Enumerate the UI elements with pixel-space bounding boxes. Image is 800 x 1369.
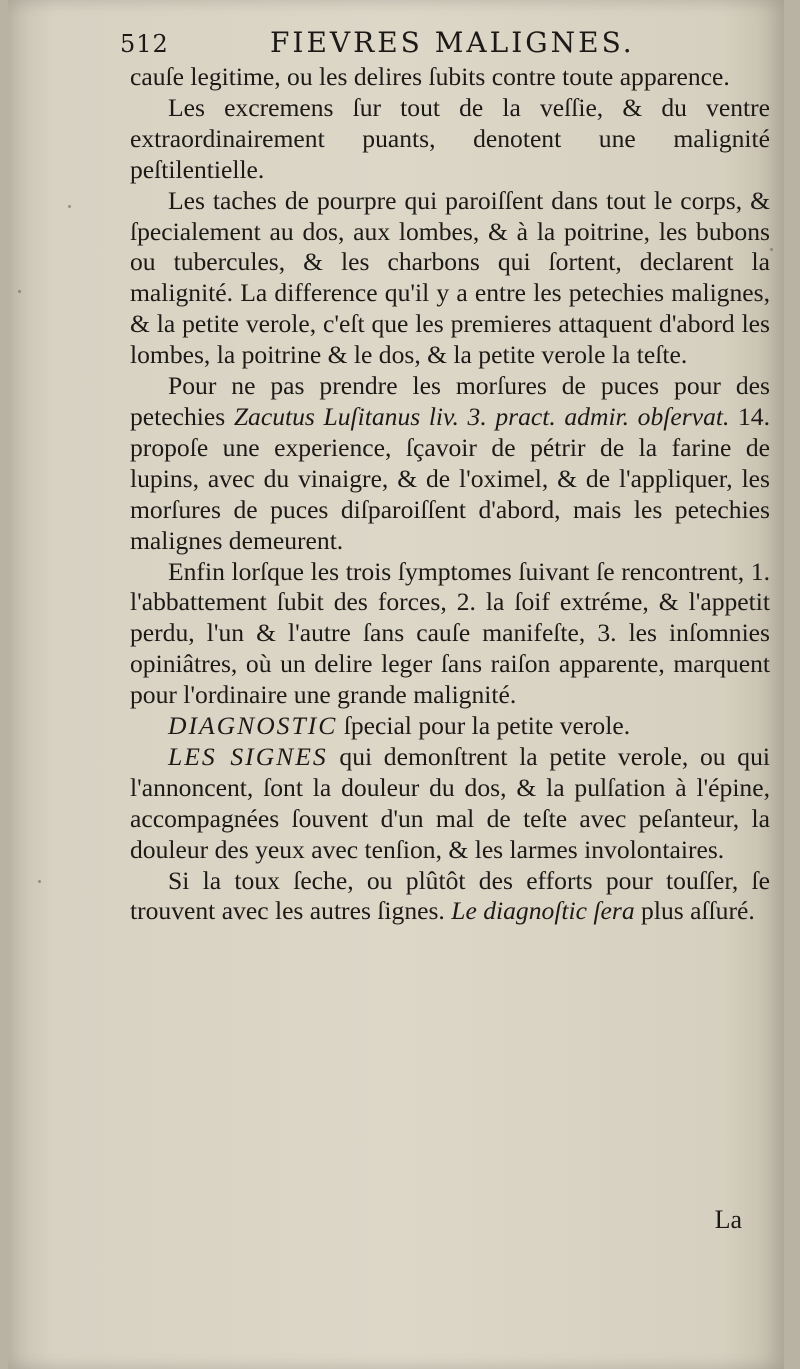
page-number: 512 [120,30,169,58]
paper-speck [38,880,41,883]
body-text [130,62,770,927]
paragraph-5: Enfin lorſque les trois ſymptomes ſuivant ſe rencontrent, 1. l'abbattement ſubit des forces, 2. la ſoif extréme, & l'appetit perdu, l'un & l'autre ſans cauſe manifeſte, 3. les inſomnies opiniâtres, où un delire leger ſans raiſon apparente, marquent pour l'ordinaire une grande malignité. [130,556,770,710]
paragraph-8-after: plus aſſuré. [634,896,755,926]
paragraph-7-rest: qui demonſtrent la petite verole, ou qui l'annoncent, ſont la douleur du dos, & la pulſation à l'épine, accompagnées ſouvent d'un mal de teſte avec peſanteur, la douleur des yeux avec tenſion, & les larmes involontaires. [130,741,770,864]
paragraph-4-after: 14. propoſe une experience, ſçavoir de pétrir de la farine de lupins, avec du vinaigre, & de l'oximel, & de l'appliquer, les morſures de puces diſparoiſſent d'abord, mais les petechies malignes demeurent. [130,401,770,555]
paragraph-8-before: Si la toux ſeche, ou plûtôt des efforts pour touſſer, ſe trouvent avec les autres ſignes. [130,865,770,926]
paragraph-4 [130,371,770,556]
heading-rest: ſpecial pour la petite verole. [337,711,631,741]
paragraph-4-before: Pour ne pas prendre les morſures de puces pour des petechies [130,371,770,431]
paragraph-3: Les taches de pourpre qui paroiſſent dans tout le corps, & ſpecialement au dos, aux lombes, & à la poitrine, les bubons ou tubercules, & les charbons qui ſortent, declarent la malignité. La difference qu'il y a entre les petechies malignes, & la petite verole, c'eſt que les premieres attaquent d'abord les lombes, la poitrine & le dos, & la petite verole la teſte. [130,185,770,370]
paragraph-1: cauſe legitime, ou les delires ſubits contre toute apparence. [130,62,730,91]
citation: Zacutus Luſitanus liv. 3. pract. admir. obſervat. [233,401,730,431]
paragraph-2: Les excremens ſur tout de la veſſie, & du ventre extraordinairement puants, denotent une malignité peſtilentielle. [130,92,770,184]
running-title: FIEVRES MALIGNES. [270,26,635,59]
page-header [120,26,720,59]
diagnostic-heading: DIAGNOSTIC [168,711,338,741]
catchword: La [714,1205,742,1234]
paragraph-7 [130,742,770,866]
paper-speck [68,205,71,208]
paper-speck [18,290,21,293]
paragraph-8-italic: Le diagnoſtic ſera [451,896,635,926]
section-heading [130,711,770,742]
paper-speck [770,248,773,251]
signes-lead: LES SIGNES [168,741,328,771]
paragraph-8 [130,866,770,928]
book-page [8,0,784,1369]
